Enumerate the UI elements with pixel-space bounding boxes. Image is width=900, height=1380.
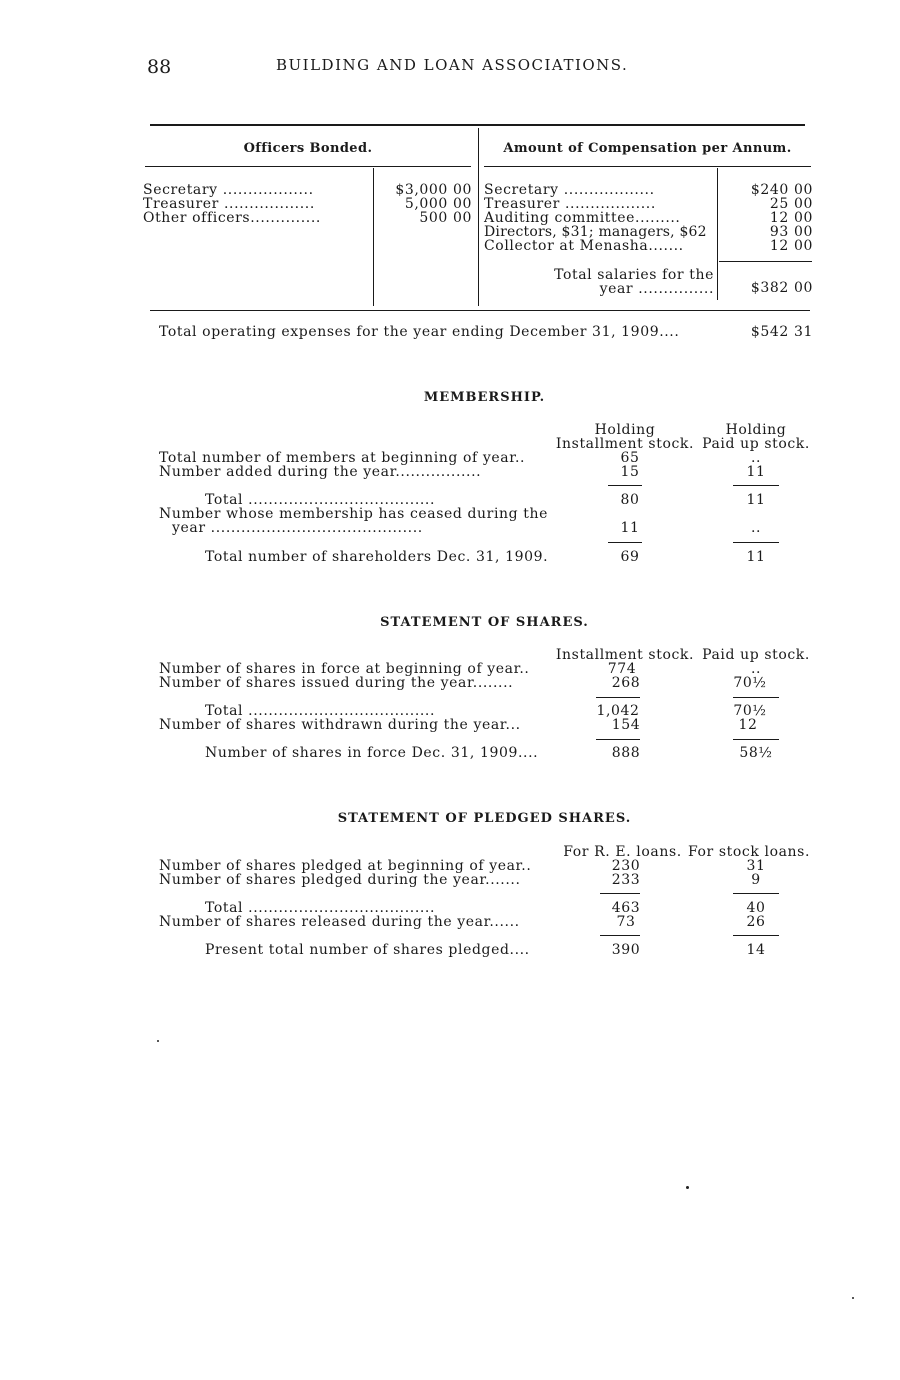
compensation-row-amount: 12 00: [769, 210, 813, 226]
shares-row-label: Total .....................................: [205, 703, 436, 719]
pledged-total-rule: [733, 935, 779, 936]
bonded-row-amount: $3,000 00: [395, 182, 472, 198]
compensation-row-amount: 12 00: [769, 238, 813, 254]
compensation-row-label: Secretary ..................: [484, 182, 655, 198]
membership-row-c1: 80: [620, 492, 640, 508]
compensation-column-rule: [717, 168, 718, 300]
compensation-row-label: Treasurer ..................: [484, 196, 656, 212]
pledged-total-rule: [600, 935, 640, 936]
shares-col2-header: Paid up stock.: [702, 647, 810, 663]
membership-row-c2: ..: [750, 520, 762, 536]
membership-row-c2: 11: [746, 549, 766, 565]
pledged-row-c2: 9: [751, 872, 761, 888]
membership-row-c2: 11: [746, 464, 766, 480]
pledged-row-c2: 26: [746, 914, 766, 930]
bonded-row-label: Secretary ..................: [143, 182, 314, 198]
membership-row-label: Total number of shareholders Dec. 31, 1909.: [205, 549, 549, 565]
shares-col1-header: Installment stock.: [555, 647, 695, 663]
membership-row-label: Total .....................................: [205, 492, 436, 508]
shares-title: STATEMENT OF SHARES.: [380, 615, 589, 630]
pledged-row-label: Present total number of shares pledged....: [205, 942, 530, 958]
compensation-total-label: Total salaries for the: [554, 267, 714, 283]
membership-col1-header: Holding: [594, 422, 656, 438]
bonded-row-label: Treasurer ..................: [143, 196, 315, 212]
pledged-row-c1: 463: [611, 900, 641, 916]
operating-expenses-amount: $542 31: [750, 324, 813, 340]
shares-row-c1: 268: [611, 675, 641, 691]
membership-row-c1: 15: [620, 464, 640, 480]
membership-title: MEMBERSHIP.: [423, 390, 546, 405]
compensation-row-amount: 25 00: [769, 196, 813, 212]
membership-row-label: Number whose membership has ceased during the: [159, 506, 549, 522]
shares-row-c2: 70½: [733, 675, 767, 691]
table-bottom-rule: [150, 310, 810, 311]
shares-row-c2: 12: [738, 717, 758, 733]
bonded-row-amount: 500 00: [419, 210, 472, 226]
compensation-total-rule: [719, 261, 812, 262]
membership-row-c1: 11: [620, 520, 640, 536]
membership-subtotal-rule: [733, 485, 779, 486]
shares-row-c2: 58½: [739, 745, 773, 761]
compensation-row-amount: 93 00: [769, 224, 813, 240]
table-header-rule-right: [484, 166, 811, 167]
pledged-col2-header: For stock loans.: [687, 844, 811, 860]
pledged-row-c1: 390: [611, 942, 641, 958]
pledged-col1-header: For R. E. loans.: [563, 844, 682, 860]
membership-row-label: year ..........................................: [172, 520, 423, 536]
membership-row-c1: 65: [620, 450, 640, 466]
running-title: BUILDING AND LOAN ASSOCIATIONS.: [276, 56, 629, 74]
bonded-column-rule: [373, 168, 374, 306]
shares-subtotal-rule: [733, 697, 779, 698]
pledged-row-c2: 31: [746, 858, 766, 874]
pledged-row-label: Number of shares released during the year......: [159, 914, 520, 930]
membership-col1-header: Installment stock.: [555, 436, 695, 452]
operating-expenses-label: Total operating expenses for the year ending December 31, 1909....: [159, 324, 680, 340]
membership-total-rule: [608, 542, 642, 543]
pledged-row-label: Total .....................................: [205, 900, 436, 916]
compensation-row-label: Auditing committee.........: [484, 210, 681, 226]
pledged-row-label: Number of shares pledged at beginning of year..: [159, 858, 532, 874]
membership-row-label: Total number of members at beginning of year..: [159, 450, 526, 466]
shares-row-c1: 1,042: [596, 703, 640, 719]
shares-row-label: Number of shares withdrawn during the year...: [159, 717, 521, 733]
scan-speck: [157, 1040, 159, 1042]
membership-col2-header: Paid up stock.: [702, 436, 810, 452]
pledged-row-label: Number of shares pledged during the year.......: [159, 872, 521, 888]
membership-col2-header: Holding: [725, 422, 787, 438]
compensation-total-label: year ...............: [599, 281, 714, 297]
bonded-heading: Officers Bonded.: [243, 141, 373, 156]
shares-row-c2: ..: [750, 661, 762, 677]
pledged-row-c1: 230: [611, 858, 641, 874]
pledged-subtotal-rule: [733, 893, 779, 894]
compensation-total-amount: $382 00: [750, 280, 813, 296]
shares-row-label: Number of shares issued during the year........: [159, 675, 514, 691]
table-header-rule-left: [145, 166, 471, 167]
scan-speck: [852, 1297, 854, 1299]
shares-subtotal-rule: [596, 697, 640, 698]
pledged-row-c1: 233: [611, 872, 641, 888]
membership-subtotal-rule: [608, 485, 642, 486]
shares-row-c2: 70½: [733, 703, 767, 719]
compensation-row-label: Collector at Menasha.......: [484, 238, 684, 254]
membership-row-c1: 69: [620, 549, 640, 565]
pledged-row-c2: 14: [746, 942, 766, 958]
table-top-rule: [150, 124, 805, 126]
pledged-row-c1: 73: [616, 914, 636, 930]
scan-speck: [686, 1186, 689, 1189]
membership-total-rule: [733, 542, 779, 543]
bonded-row-amount: 5,000 00: [404, 196, 472, 212]
compensation-heading: Amount of Compensation per Annum.: [503, 141, 792, 156]
shares-total-rule: [733, 739, 779, 740]
membership-row-c2: ..: [750, 450, 762, 466]
pledged-row-c2: 40: [746, 900, 766, 916]
shares-row-label: Number of shares in force Dec. 31, 1909....: [205, 745, 539, 761]
page-number: 88: [147, 56, 172, 78]
pledged-subtotal-rule: [600, 893, 640, 894]
table-divider: [478, 128, 479, 306]
shares-total-rule: [596, 739, 640, 740]
shares-row-c1: 888: [611, 745, 641, 761]
shares-row-c1: 154: [611, 717, 641, 733]
membership-row-c2: 11: [746, 492, 766, 508]
compensation-row-amount: $240 00: [750, 182, 813, 198]
shares-row-c1: 774: [607, 661, 637, 677]
compensation-row-label: Directors, $31; managers, $62: [484, 224, 707, 240]
bonded-row-label: Other officers..............: [143, 210, 321, 226]
membership-row-label: Number added during the year.................: [159, 464, 482, 480]
pledged-title: STATEMENT OF PLEDGED SHARES.: [337, 811, 632, 826]
shares-row-label: Number of shares in force at beginning of year..: [159, 661, 530, 677]
